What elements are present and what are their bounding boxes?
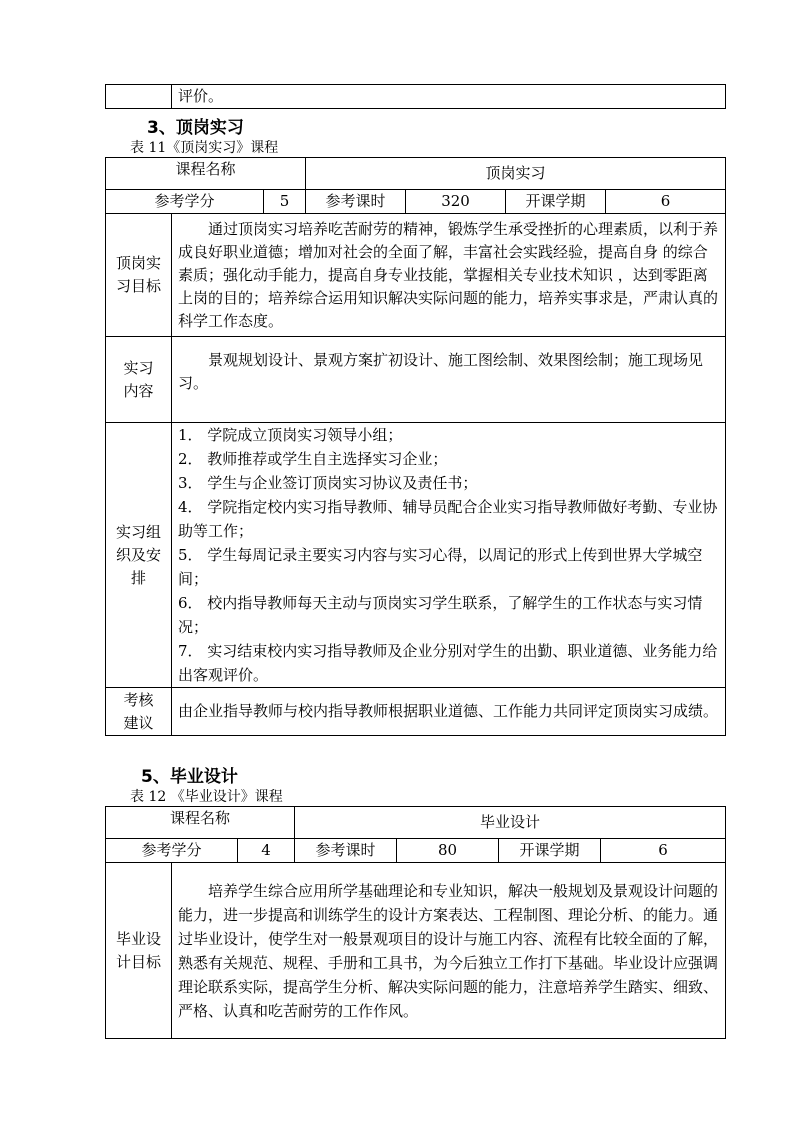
arrange-label: 实习组 织及安 排 xyxy=(106,423,172,688)
arrange-item: 4． 学院指定校内实习指导教师、辅导员配合企业实习指导教师做好考勤、专业协助等工作； xyxy=(178,498,718,540)
section-5-heading: 5、毕业设计 xyxy=(141,767,238,787)
course-name-value: 顶岗实习 xyxy=(306,158,726,190)
goal-text: 通过顶岗实习培养吃苦耐劳的精神，锻炼学生承受挫折的心理素质，以利于养成良好职业道德；增加对社会的全面了解，丰富社会实践经验，提高自身 的综合素质；强化动手能力，提高自身专业技能，掌握相关专业技术知识 ，达到零距离上岗的目的；培养综合运用知识解决实际问题的能力，培养实事求是，严肃认真的科学工作态度。 xyxy=(178,219,719,330)
arrange-item: 3． 学生与企业签订顶岗实习协议及责任书； xyxy=(178,474,478,492)
goal-label: 毕业设 计目标 xyxy=(106,863,172,1039)
semester-value: 6 xyxy=(606,190,726,214)
goal-text-cell xyxy=(172,863,726,1039)
table-12-caption: 表 12 《毕业设计》课程 xyxy=(130,789,283,805)
section-3-heading: 3、顶岗实习 xyxy=(147,118,244,138)
semester-value: 6 xyxy=(601,839,726,863)
course-name-label: 课程名称 xyxy=(106,807,295,839)
content-text-cell xyxy=(172,337,726,423)
internship-course-table xyxy=(105,157,726,736)
arrange-item: 7． 实习结束校内实习指导教师及企业分别对学生的出勤、职业道德、业务能力给出客观评价。 xyxy=(178,642,718,684)
content-label: 实习 内容 xyxy=(106,337,172,423)
semester-label: 开课学期 xyxy=(499,839,601,863)
credits-label: 参考学分 xyxy=(106,839,238,863)
semester-label: 开课学期 xyxy=(506,190,606,214)
previous-table-fragment xyxy=(105,84,726,109)
arrange-list xyxy=(172,423,726,688)
goal-label: 顶岗实 习目标 xyxy=(106,214,172,337)
graduation-design-table xyxy=(105,806,726,1039)
hours-label: 参考课时 xyxy=(295,839,397,863)
goal-text: 培养学生综合应用所学基础理论和专业知识，解决一般规划及景观设计问题的能力，进一步提高和训练学生的设计方案表达、工程制图、理论分析、的能力。通过毕业设计，使学生对一般景观项目的设计与施工内容、流程有比较全面的了解，熟悉有关规范、规程、手册和工具书，为今后独立工作打下基础。毕业设计应强调理论联系实际，提高学生分析、解决实际问题的能力，注意培养学生踏实、细致、严格、认真和吃苦耐劳的工作作风。 xyxy=(178,881,719,1020)
content-text: 景观规划设计、景观方案扩初设计、施工图绘制、效果图绘制；施工现场见习。 xyxy=(178,351,704,392)
arrange-item: 2． 教师推荐或学生自主选择实习企业； xyxy=(178,450,448,468)
credits-value: 4 xyxy=(238,839,295,863)
credits-value: 5 xyxy=(264,190,306,214)
assess-text: 由企业指导教师与校内指导教师根据职业道德、工作能力共同评定顶岗实习成绩。 xyxy=(172,688,726,736)
arrange-item: 6． 校内指导教师每天主动与顶岗实习学生联系，了解学生的工作状态与实习情况； xyxy=(178,594,703,636)
course-name-label: 课程名称 xyxy=(106,158,306,190)
hours-label: 参考课时 xyxy=(306,190,406,214)
arrange-item: 5． 学生每周记录主要实习内容与实习心得，以周记的形式上传到世界大学城空间； xyxy=(178,546,703,588)
hours-value: 320 xyxy=(406,190,506,214)
previous-table-left-cell xyxy=(106,85,172,109)
goal-text-cell xyxy=(172,214,726,337)
credits-label: 参考学分 xyxy=(106,190,264,214)
assess-label: 考核 建议 xyxy=(106,688,172,736)
hours-value: 80 xyxy=(397,839,499,863)
table-11-caption: 表 11《顶岗实习》课程 xyxy=(130,140,279,156)
arrange-item: 1． 学院成立顶岗实习领导小组； xyxy=(178,426,403,444)
previous-table-text: 评价。 xyxy=(172,85,726,109)
course-name-value: 毕业设计 xyxy=(295,807,726,839)
